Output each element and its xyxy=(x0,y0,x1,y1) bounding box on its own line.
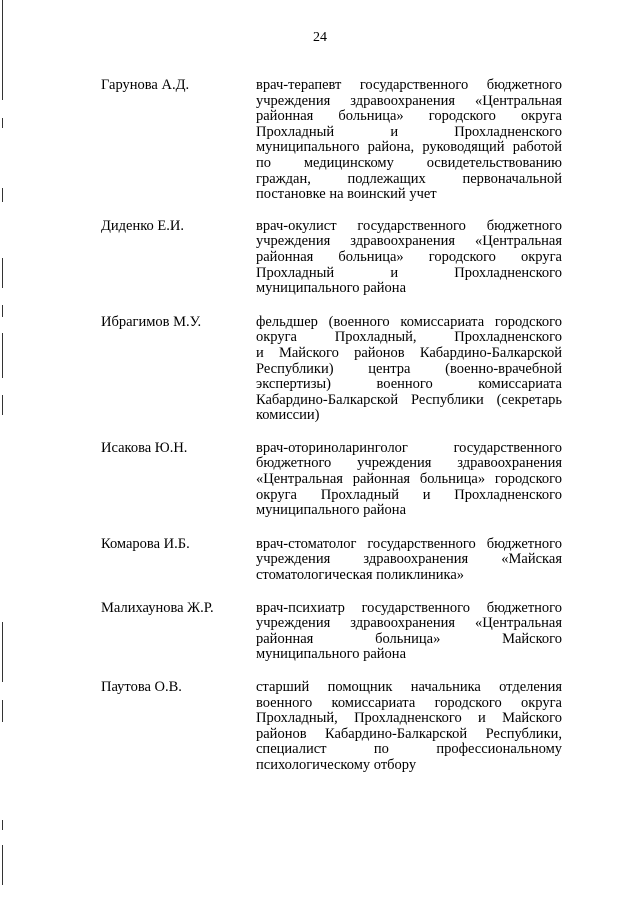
member-entry xyxy=(101,601,566,663)
scan-edge-mark xyxy=(2,845,3,885)
member-entry xyxy=(101,441,566,519)
position-line: Прохладный и Прохладненского xyxy=(256,123,562,140)
member-name: Диденко Е.И. xyxy=(101,217,184,234)
scan-edge-mark xyxy=(2,333,3,378)
position-line: муниципального района, руководящий работой xyxy=(256,139,562,156)
member-name: Ибрагимов М.У. xyxy=(101,313,202,330)
member-position xyxy=(256,219,562,297)
position-line: учреждения здравоохранения «Центральная xyxy=(256,92,562,109)
scan-edge-mark xyxy=(2,118,3,128)
page-number: 24 xyxy=(313,30,327,45)
position-line: специалист по профессиональному xyxy=(256,741,562,758)
member-entry xyxy=(101,315,566,424)
position-line: районная больница» городского округа xyxy=(256,248,562,265)
position-line: военного комиссариата городского округа xyxy=(256,694,562,711)
member-position xyxy=(256,537,562,584)
position-line: врач-психиатр государственного бюджетного xyxy=(256,599,562,616)
member-position xyxy=(256,601,562,663)
position-line: Республики) центра (военно-врачебной xyxy=(256,360,562,377)
position-line: врач-окулист государственного бюджетного xyxy=(256,217,562,234)
member-entry xyxy=(101,537,566,584)
position-line: граждан, подлежащих первоначальной xyxy=(256,170,562,187)
position-line: врач-стоматолог государственного бюджетного xyxy=(256,535,562,552)
position-line: психологическому отбору xyxy=(256,756,417,773)
position-line: Прохладный, Прохладненского и Майского xyxy=(256,710,562,727)
position-line: округа Прохладный и Прохладненского xyxy=(256,486,562,503)
position-line: районная больница» Майского xyxy=(256,630,562,647)
position-line: по медицинскому освидетельствованию xyxy=(256,154,562,171)
position-line: учреждения здравоохранения «Центральная xyxy=(256,233,562,250)
position-line: врач-терапевт государственного бюджетного xyxy=(256,77,562,93)
position-line: учреждения здравоохранения «Майская xyxy=(256,551,562,568)
scan-edge-mark xyxy=(2,188,3,202)
position-line: муниципального района xyxy=(256,280,406,297)
member-position xyxy=(256,680,562,774)
position-line: округа Прохладный, Прохладненского xyxy=(256,329,562,346)
member-name: Исакова Ю.Н. xyxy=(101,439,188,456)
position-line: учреждения здравоохранения «Центральная xyxy=(256,615,562,632)
scan-edge-mark xyxy=(2,820,3,830)
position-line: «Центральная районная больница» городского xyxy=(256,471,562,488)
position-line: районная больница» городского округа xyxy=(256,108,562,125)
position-line: фельдшер (военного комиссариата городского xyxy=(256,313,562,330)
member-name: Комарова И.Б. xyxy=(101,535,190,552)
position-line: постановке на воинский учет xyxy=(256,186,437,203)
member-name: Гарунова А.Д. xyxy=(101,77,190,93)
position-line: муниципального района xyxy=(256,646,406,663)
scan-edge-mark xyxy=(2,622,3,682)
member-position xyxy=(256,315,562,424)
position-line: врач-оториноларинголог государственного xyxy=(256,439,562,456)
member-name: Паутова О.В. xyxy=(101,679,182,695)
member-name: Малихаунова Ж.Р. xyxy=(101,599,214,616)
member-position xyxy=(256,78,562,203)
position-line: Прохладный и Прохладненского xyxy=(256,264,562,281)
position-line: комиссии) xyxy=(256,407,320,424)
scan-edge-mark xyxy=(2,305,3,317)
scan-edge-mark xyxy=(2,258,3,288)
member-entry xyxy=(101,78,566,203)
position-line: старший помощник начальника отделения xyxy=(256,679,562,695)
scan-edge-mark xyxy=(2,395,3,415)
commission-members-list xyxy=(101,78,566,774)
scan-edge-mark xyxy=(2,0,3,100)
member-entry xyxy=(101,219,566,297)
position-line: Кабардино-Балкарской Республики (секретарь xyxy=(256,391,562,408)
position-line: муниципального района xyxy=(256,502,406,519)
position-line: районов Кабардино-Балкарской Республики, xyxy=(256,725,562,742)
position-line: экспертизы) военного комиссариата xyxy=(256,376,562,393)
scan-edge-mark xyxy=(2,700,3,722)
member-position xyxy=(256,441,562,519)
position-line: и Майского районов Кабардино-Балкарской xyxy=(256,344,562,361)
member-entry xyxy=(101,680,566,774)
position-line: бюджетного учреждения здравоохранения xyxy=(256,455,562,472)
position-line: стоматологическая поликлиника» xyxy=(256,567,465,584)
